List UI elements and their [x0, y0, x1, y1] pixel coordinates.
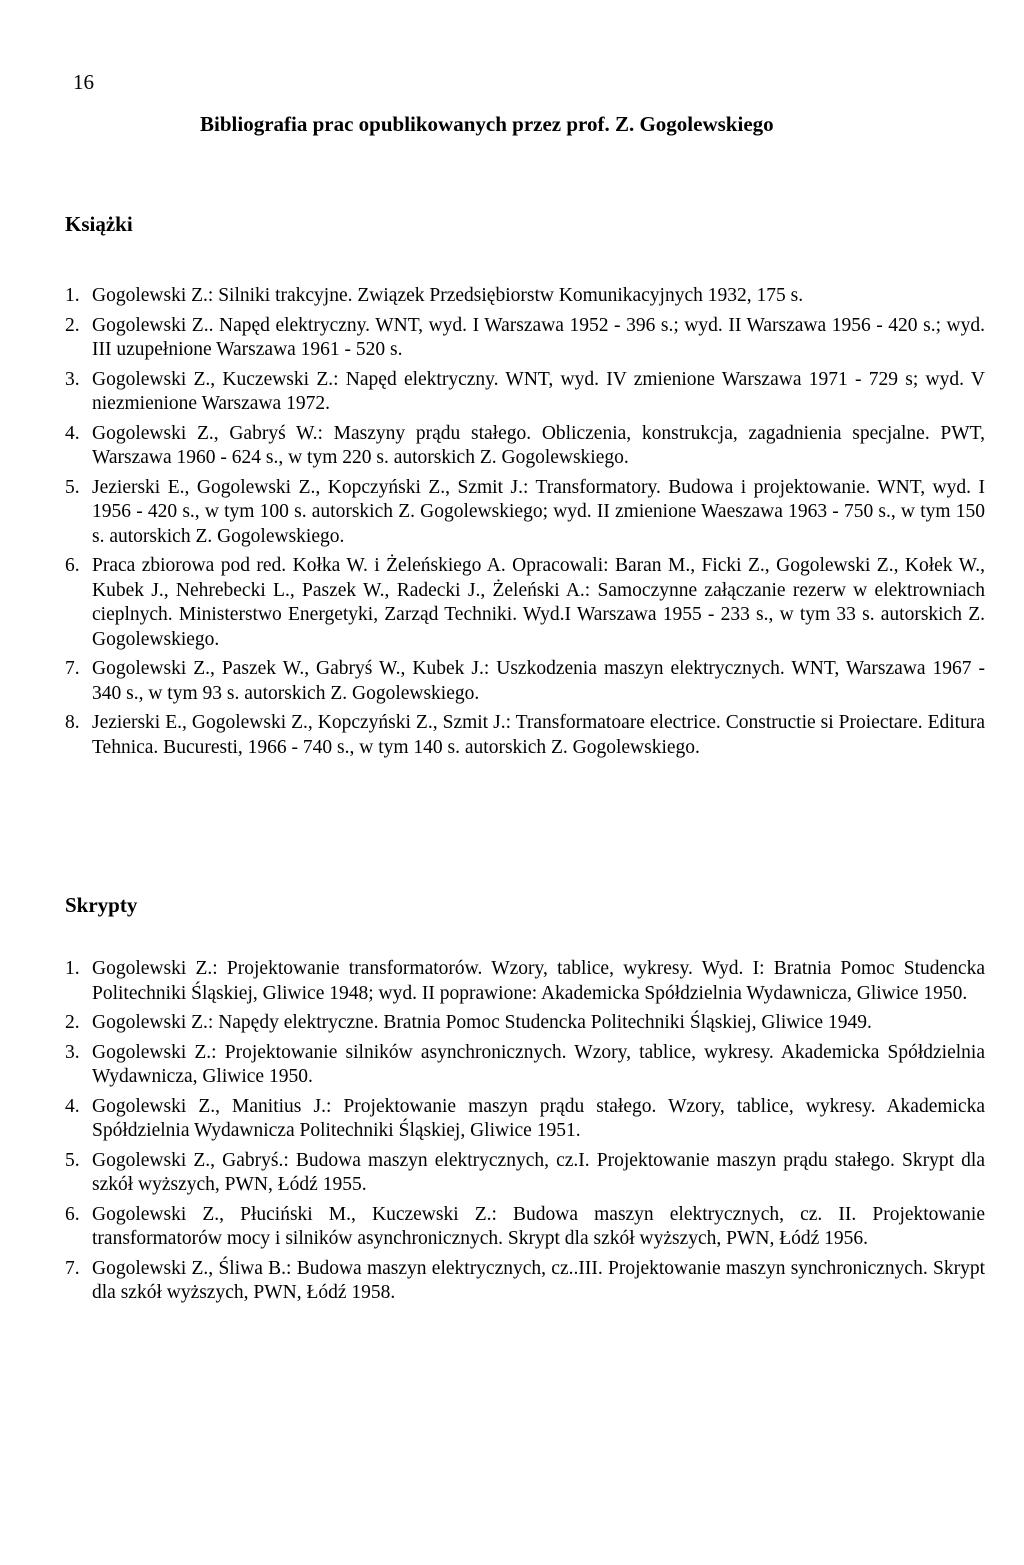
item-number: 4.	[65, 422, 80, 444]
books-list	[65, 284, 985, 765]
item-text: Gogolewski Z., Gabryś W.: Maszyny prądu stałego. Obliczenia, konstrukcja, zagadnienia specjalne. PWT, Warszawa 1960 - 624 s., w tym 220 s. autorskich Z. Gogolewskiego.	[92, 422, 985, 468]
list-item	[65, 554, 985, 652]
item-text: Gogolewski Z., Paszek W., Gabryś W., Kubek J.: Uszkodzenia maszyn elektrycznych. WNT, Warszawa 1967 - 340 s., w tym 93 s. autorskich Z. Gogolewskiego.	[92, 658, 985, 704]
list-item	[65, 1149, 985, 1198]
list-item	[65, 1011, 985, 1036]
item-text: Gogolewski Z., Śliwa B.: Budowa maszyn elektrycznych, cz..III. Projektowanie maszyn synchronicznych. Skrypt dla szkół wyższych, PWN, Łódź 1958.	[92, 1257, 985, 1303]
item-text: Gogolewski Z.: Silniki trakcyjne. Związek Przedsiębiorstw Komunikacyjnych 1932, 175 s.	[92, 285, 804, 306]
item-number: 6.	[65, 555, 80, 576]
item-text: Gogolewski Z.. Napęd elektryczny. WNT, wyd. I Warszawa 1952 - 396 s.; wyd. II Warszawa 1956 - 420 s.; wyd. III uzupełnione Warszawa 1961 - 520 s.	[92, 314, 985, 360]
item-text: Gogolewski Z.: Napędy elektryczne. Bratnia Pomoc Studencka Politechniki Śląskiej, Gliwice 1949.	[92, 1012, 872, 1033]
list-item	[65, 284, 985, 309]
list-item	[65, 422, 985, 471]
item-text: Gogolewski Z., Płuciński M., Kuczewski Z.: Budowa maszyn elektrycznych, cz. II. Projektowanie transformatorów mocy i silników asynchronicznych. Skrypt dla szkół wyższych, PWN, Łódź 1956.	[92, 1203, 985, 1249]
section-heading-scripts: Skrypty	[65, 893, 138, 917]
list-item	[65, 711, 985, 760]
item-text: Gogolewski Z.: Projektowanie transformatorów. Wzory, tablice, wykresy. Wyd. I: Bratnia Pomoc Studencka Politechniki Śląskiej, Gliwice 1948; wyd. II poprawione: Akademicka Spółdzielnia Wydawnicza, Gliwice 1950.	[92, 958, 985, 1004]
page-title: Bibliografia prac opublikowanych przez prof. Z. Gogolewskiego	[200, 112, 774, 136]
list-item	[65, 1203, 985, 1252]
item-text: Gogolewski Z., Gabryś.: Budowa maszyn elektrycznych, cz.I. Projektowanie maszyn prądu stałego. Skrypt dla szkół wyższych, PWN, Łódź 1955.	[92, 1149, 985, 1195]
item-number: 2.	[65, 314, 80, 336]
list-item	[65, 957, 985, 1006]
item-number: 7.	[65, 1257, 80, 1279]
list-item	[65, 1095, 985, 1144]
item-text: Jezierski E., Gogolewski Z., Kopczyński Z., Szmit J.: Transformatoare electrice. Constructie si Proiectare. Editura Tehnica. Bucuresti, 1966 - 740 s., w tym 140 s. autorskich Z. Gogolewskiego.	[92, 712, 985, 758]
item-number: 5.	[65, 476, 80, 498]
list-item	[65, 657, 985, 706]
scripts-list	[65, 957, 985, 1311]
list-item	[65, 476, 985, 550]
list-item	[65, 314, 985, 363]
item-text: Gogolewski Z., Kuczewski Z.: Napęd elektryczny. WNT, wyd. IV zmienione Warszawa 1971 - 729 s; wyd. V niezmienione Warszawa 1972.	[92, 368, 985, 414]
item-number: 6.	[65, 1203, 80, 1225]
list-item	[65, 1041, 985, 1090]
item-number: 1.	[65, 285, 80, 306]
section-heading-books: Książki	[65, 212, 133, 236]
list-item	[65, 1257, 985, 1306]
item-number: 1.	[65, 958, 80, 979]
item-number: 3.	[65, 368, 80, 390]
item-number: 2.	[65, 1012, 80, 1033]
list-item	[65, 368, 985, 417]
item-text: Gogolewski Z., Manitius J.: Projektowanie maszyn prądu stałego. Wzory, tablice, wykresy. Akademicka Spółdzielnia Wydawnicza Politechniki Śląskiej, Gliwice 1951.	[92, 1095, 985, 1141]
page-number: 16	[73, 70, 94, 94]
item-number: 4.	[65, 1095, 80, 1117]
item-number: 5.	[65, 1149, 80, 1171]
item-text: Jezierski E., Gogolewski Z., Kopczyński Z., Szmit J.: Transformatory. Budowa i projektowanie. WNT, wyd. I 1956 - 420 s., w tym 100 s. autorskich Z. Gogolewskiego; wyd. II zmienione Waeszawa 1963 - 750 s., w tym 150 s. autorskich Z. Gogolewskiego.	[92, 476, 985, 547]
item-number: 3.	[65, 1041, 80, 1063]
item-text: Praca zbiorowa pod red. Kołka W. i Żeleńskiego A. Opracowali: Baran M., Ficki Z., Gogolewski Z., Kołek W., Kubek J., Nehrebecki L., Paszek W., Radecki J., Żeleński A.: Samoczynne załączanie rezerw w elektrowniach cieplnych. Ministerstwo Energetyki, Zarząd Techniki. Wyd.I Warszawa 1955 - 233 s., w tym 33 s. autorskich Z. Gogolewskiego.	[92, 555, 985, 650]
item-text: Gogolewski Z.: Projektowanie silników asynchronicznych. Wzory, tablice, wykresy. Akademicka Spółdzielnia Wydawnicza, Gliwice 1950.	[92, 1041, 985, 1087]
item-number: 8.	[65, 712, 80, 733]
item-number: 7.	[65, 658, 80, 679]
